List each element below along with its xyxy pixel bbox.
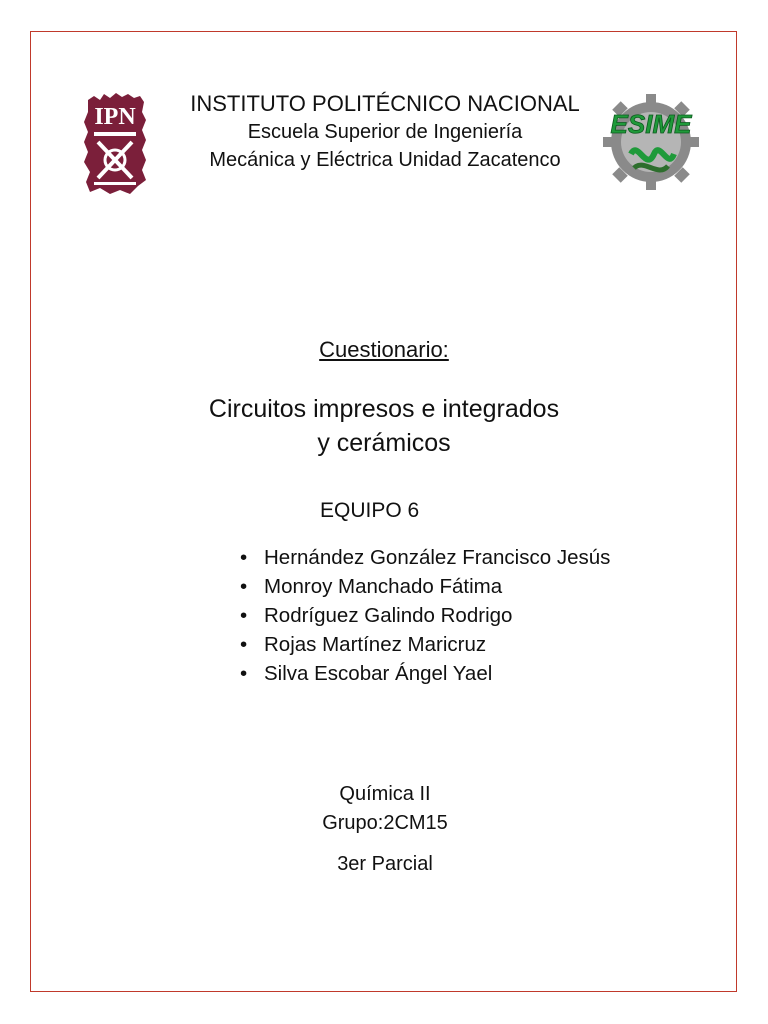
member-name: Rojas Martínez Maricruz xyxy=(264,633,487,656)
member-list xyxy=(240,543,610,688)
topic-line-1: Circuitos impresos e integrados xyxy=(208,395,560,423)
member-item xyxy=(240,543,610,572)
ipn-logo xyxy=(80,90,150,198)
member-item xyxy=(240,572,610,601)
school-line-2: Mecánica y Eléctrica Unidad Zacatenco xyxy=(209,149,561,171)
member-name: Monroy Manchado Fátima xyxy=(264,575,503,598)
document-type-label: Cuestionario: xyxy=(319,337,449,362)
member-item xyxy=(240,630,610,659)
esime-logo-text: ESIME xyxy=(610,109,692,139)
school-line-1: Escuela Superior de Ingeniería xyxy=(247,121,523,143)
member-name: Silva Escobar Ángel Yael xyxy=(264,662,493,685)
partial-label: 3er Parcial xyxy=(337,853,433,875)
member-name: Rodríguez Galindo Rodrigo xyxy=(264,604,513,627)
member-name: Hernández González Francisco Jesús xyxy=(264,546,611,569)
member-item xyxy=(240,659,610,688)
topic-title xyxy=(150,392,618,460)
group-label: Grupo:2CM15 xyxy=(322,812,448,834)
team-label: EQUIPO 6 xyxy=(320,499,420,522)
bullet-icon: • xyxy=(240,604,248,627)
institution-name: INSTITUTO POLITÉCNICO NACIONAL xyxy=(190,91,580,116)
bullet-icon: • xyxy=(240,633,248,656)
bullet-icon: • xyxy=(240,575,248,598)
bullet-icon: • xyxy=(240,546,248,569)
esime-logo xyxy=(596,92,706,192)
ipn-logo-text: IPN xyxy=(94,104,136,130)
member-item xyxy=(240,601,610,630)
bullet-icon: • xyxy=(240,662,248,685)
subject-label: Química II xyxy=(339,783,431,805)
header xyxy=(160,90,610,174)
topic-line-2: y cerámicos xyxy=(317,429,451,457)
